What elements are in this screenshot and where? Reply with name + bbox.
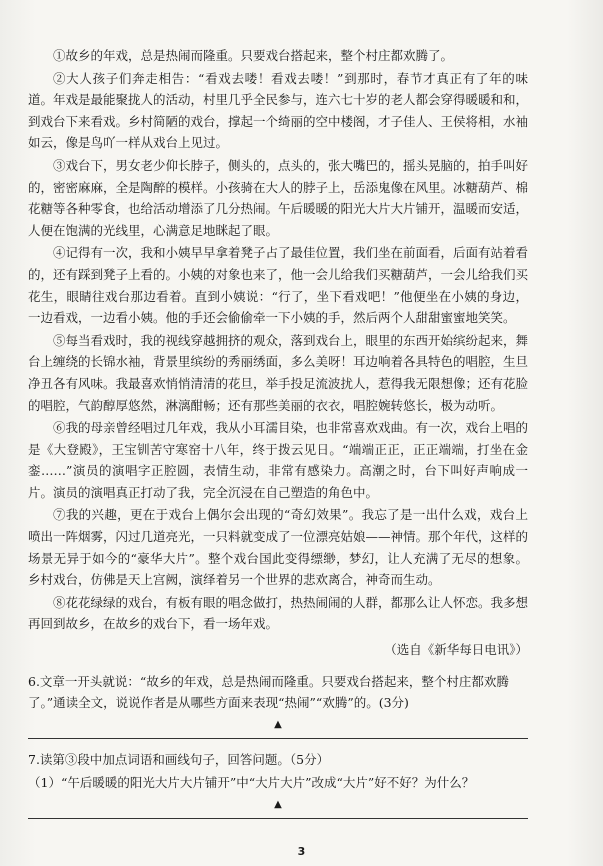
answer-marker-icon: ▲: [274, 719, 282, 731]
article-content: [28, 45, 528, 825]
page-number: 3: [297, 845, 306, 858]
paragraph-8: ⑧花花绿绿的戏台，有板有眼的唱念做打，热热闹闹的人群，都那么让人怀恋。我多想再回到故乡，在故乡的戏台下，看一场年戏。: [28, 594, 529, 632]
answer-marker-icon: ▲: [274, 799, 282, 811]
paragraph-3: ③戏台下，男女老少仰长脖子，侧头的，点头的，张大嘴巴的，摇头晃脑的，拍手叫好的，密密麻麻，全是陶醉的模样。小孩骑在大人的脖子上，岳添鬼像在风里。冰糖葫芦、棉花糖等各种零食，也给活动增添了几分热闹。午后暖暖的阳光大片大片铺开，温暖而安适，人便在饱满的光线里，心满意足地眯起了眼。: [28, 157, 529, 238]
question-7-1: （1）“午后暖暖的阳光大片大片铺开”中“大片大片”改成“大片”好不好？为什么？: [28, 775, 475, 791]
article-source: （选自《新华每日电讯》）: [384, 642, 528, 658]
answer-line-q6[interactable]: [28, 716, 528, 739]
question-7: 7.读第③段中加点词语和画线句子，回答问题。（5分）: [28, 751, 330, 767]
paragraph-7: ⑦我的兴趣，更在于戏台上偶尔会出现的“奇幻效果”。我忘了是一出什么戏，戏台上喷出一阵烟雾，闪过几道亮光，一只料就变成了一位漂亮姑娘——神情。那个年代，这样的场景无异于如今的“豪华大片”。整个戏台国此变得缥缈，梦幻，让人充满了无尽的想象。乡村戏台，仿佛是天上宫阙，演绎着另一个世界的悲欢离合，神奇而生动。: [28, 507, 529, 588]
paragraph-5: ⑤每当看戏时，我的视线穿越拥挤的观众，落到戏台上，眼里的东西开始缤纷起来，舞台上缠绕的长锦水袖，背景里缤纷的秀丽绣面，多么美呀！耳边响着各具特色的唱腔，生旦净丑各有风味。我最喜欢悄悄清清的花旦，举手投足流波扰人，惹得我无限想像；还有花脸的唱腔，气韵醇厚悠然，淋漓酣畅；还有那些美丽的衣衣，唱腔婉转悠长，极为动听。: [28, 332, 529, 413]
question-6: 6.文章一开头就说：“故乡的年戏，总是热闹而隆重。只要戏台搭起来，整个村庄都欢腾了。”通读全文，说说作者是从哪些方面来表现“热闹”“欢腾”的。(3分): [28, 673, 509, 711]
paragraph-1: ①故乡的年戏，总是热闹而隆重。只要戏台搭起来，整个村庄都欢腾了。: [53, 48, 454, 63]
paragraph-4: ④记得有一次，我和小姨早早拿着凳子占了最佳位置，我们坐在前面看，后面有站着看的，还有踩到凳子上看的。小姨的对象也来了，他一会儿给我们买糖葫芦，一会儿给我们买花生，眼睛往戏台那边看着。直到小姨说：“行了，坐下看戏吧！”他便坐在小姨的身边，一边看戏，一边看小姨。他的手还会偷偷牵一下小姨的手，然后两个人甜甜蜜蜜地笑笑。: [28, 245, 529, 326]
paragraph-6: ⑥我的母亲曾经唱过几年戏，我从小耳濡目染，也非常喜欢戏曲。有一次，戏台上唱的是《大登殿》，王宝钏苦守寒窑十八年，终于拨云见日。“端端正正，正正端端，打坐在金銮……”演员的演唱字正腔圆，表情生动，非常有感染力。高潮之时，台下叫好声响成一片。演员的演唱真正打动了我，完全沉浸在自己塑造的角色中。: [28, 420, 529, 500]
paragraph-2: ②大人孩子们奔走相告：“看戏去喽！看戏去喽！”到那时，春节才真正有了年的味道。年戏是最能聚拢人的活动，村里几乎全民参与，连六七十岁的老人都会穿得暖暖和和，到戏台下来看戏。乡村简陋的戏台，撑起一个绮丽的空中楼阁，才子佳人、王侯将相，水袖如云，像是鸟吖一样从戏台上见过。: [28, 70, 529, 151]
answer-line-q7-1[interactable]: [28, 796, 528, 819]
